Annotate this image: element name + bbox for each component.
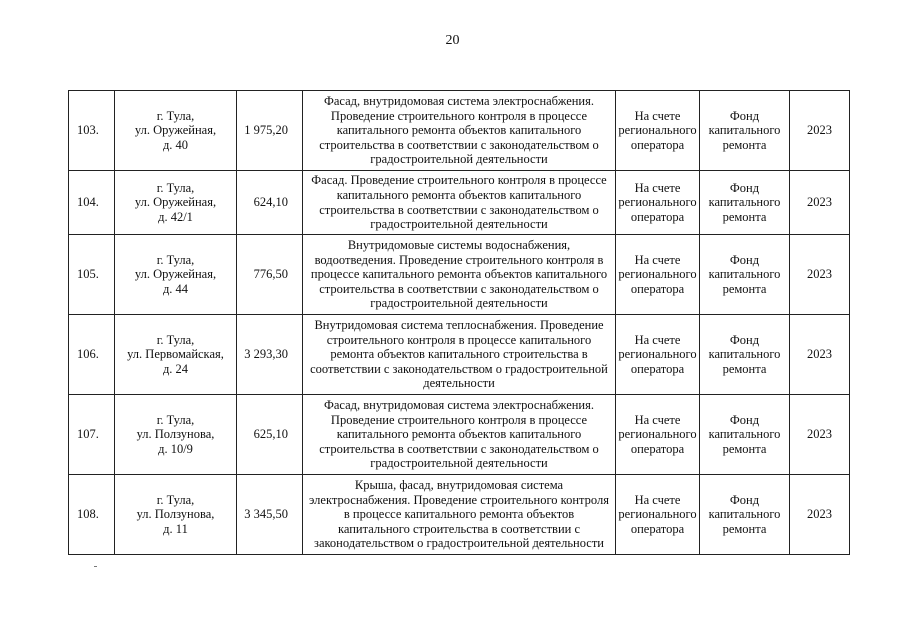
year-cell: 2023 xyxy=(790,171,850,235)
year-cell: 2023 xyxy=(790,475,850,555)
address-cell-line: д. 40 xyxy=(162,137,189,152)
account-cell xyxy=(616,475,700,555)
fund-cell-line: Фонд xyxy=(729,108,760,123)
works-cell-line: строительного контроля в процессе капитального xyxy=(326,332,592,347)
fund-cell-line: капитального xyxy=(708,427,781,442)
address-cell-line: д. 11 xyxy=(163,521,188,536)
works-cell-line: Внутридомовая система теплоснабжения. Проведение xyxy=(314,318,604,333)
works-cell-line: соответствии с законодательством о градостроительной xyxy=(310,361,608,376)
works-cell-line: градостроительной деятельности xyxy=(370,217,548,232)
address-cell-line: д. 44 xyxy=(162,281,189,296)
address-cell-line: г. Тула, xyxy=(156,412,195,427)
works-cell xyxy=(303,235,616,315)
works-cell-line: деятельности xyxy=(423,376,495,391)
address-cell-line: ул. Оружейная, xyxy=(134,123,217,138)
account-cell-line: оператора xyxy=(630,441,685,456)
table-row xyxy=(69,395,850,475)
account-cell xyxy=(616,91,700,171)
fund-cell-line: капитального xyxy=(708,195,781,210)
works-cell xyxy=(303,315,616,395)
row-number-cell: 107. xyxy=(69,395,115,475)
fund-cell xyxy=(700,315,790,395)
fund-cell-line: капитального xyxy=(708,267,781,282)
address-cell-line: ул. Оружейная, xyxy=(134,267,217,282)
address-cell xyxy=(115,235,237,315)
fund-cell-line: ремонта xyxy=(722,441,767,456)
fund-cell-line: ремонта xyxy=(722,361,767,376)
account-cell-line: регионального xyxy=(618,347,697,362)
account-cell-line: На счете xyxy=(634,108,681,123)
table-row xyxy=(69,235,850,315)
account-cell-line: На счете xyxy=(634,252,681,267)
works-cell-line: Проведение строительного контроля в процессе xyxy=(330,108,588,123)
fund-cell-line: Фонд xyxy=(729,412,760,427)
address-cell-line: г. Тула, xyxy=(156,108,195,123)
account-cell-line: регионального xyxy=(618,267,697,282)
works-cell-line: строительства в соответствии с законодательством о xyxy=(319,202,599,217)
fund-cell xyxy=(700,235,790,315)
account-cell-line: оператора xyxy=(630,281,685,296)
address-cell-line: д. 24 xyxy=(162,361,189,376)
table-row xyxy=(69,91,850,171)
fund-cell-line: ремонта xyxy=(722,281,767,296)
address-cell-line: г. Тула, xyxy=(156,252,195,267)
table-row xyxy=(69,171,850,235)
area-cell: 625,10 xyxy=(237,395,303,475)
address-cell xyxy=(115,315,237,395)
fund-cell xyxy=(700,475,790,555)
works-cell xyxy=(303,395,616,475)
address-cell xyxy=(115,171,237,235)
works-cell-line: капитального ремонта объектов капитального xyxy=(336,427,582,442)
works-cell-line: электроснабжения. Проведение строительного контроля xyxy=(309,492,609,507)
works-cell-line: капитального ремонта объектов капитального xyxy=(336,187,582,202)
row-number-cell: 106. xyxy=(69,315,115,395)
works-cell-line: градостроительной деятельности xyxy=(370,296,548,311)
row-number-cell: 105. xyxy=(69,235,115,315)
works-cell-line: Внутридомовые системы водоснабжения, xyxy=(347,238,571,253)
account-cell xyxy=(616,171,700,235)
works-cell-line: водоотведения. Проведение строительного контроля в xyxy=(314,252,604,267)
account-cell-line: На счете xyxy=(634,492,681,507)
works-cell-line: Фасад. Проведение строительного контроля в процессе xyxy=(311,173,607,188)
year-cell: 2023 xyxy=(790,315,850,395)
fund-cell-line: Фонд xyxy=(729,492,760,507)
works-cell-line: строительства в соответствии с законодательством о xyxy=(319,281,599,296)
works-cell-line: градостроительной деятельности xyxy=(370,456,548,471)
works-cell-line: в процессе капитального ремонта объектов xyxy=(343,507,575,522)
works-cell xyxy=(303,475,616,555)
address-cell-line: г. Тула, xyxy=(156,492,195,507)
address-cell-line: ул. Ползунова, xyxy=(136,427,215,442)
row-number-cell: 108. xyxy=(69,475,115,555)
works-cell-line: Фасад, внутридомовая система электроснабжения. xyxy=(323,398,595,413)
fund-cell xyxy=(700,171,790,235)
works-cell-line: Крыша, фасад, внутридомовая система xyxy=(354,478,564,493)
works-cell-line: строительства в соответствии с законодательством о xyxy=(319,441,599,456)
account-cell xyxy=(616,235,700,315)
fund-cell xyxy=(700,91,790,171)
fund-cell-line: ремонта xyxy=(722,521,767,536)
works-cell-line: капитального ремонта объектов капитального xyxy=(336,123,582,138)
fund-cell-line: Фонд xyxy=(729,180,760,195)
fund-cell-line: Фонд xyxy=(729,252,760,267)
works-cell-line: процессе капитального ремонта объектов капитального xyxy=(310,267,608,282)
address-cell-line: ул. Оружейная, xyxy=(134,195,217,210)
page-number: 20 xyxy=(445,33,460,48)
account-cell-line: На счете xyxy=(634,180,681,195)
address-cell xyxy=(115,91,237,171)
works-cell-line: Проведение строительного контроля в процессе xyxy=(330,412,588,427)
address-cell-line: г. Тула, xyxy=(156,332,195,347)
address-cell-line: ул. Ползунова, xyxy=(136,507,215,522)
row-number-cell: 104. xyxy=(69,171,115,235)
works-cell xyxy=(303,171,616,235)
table-body xyxy=(69,91,850,555)
works-cell-line: законодательством о градостроительной деятельности xyxy=(314,536,604,551)
fund-cell-line: ремонта xyxy=(722,209,767,224)
area-cell: 776,50 xyxy=(237,235,303,315)
account-cell-line: регионального xyxy=(618,195,697,210)
works-cell-line: Фасад, внутридомовая система электроснабжения. xyxy=(323,94,595,109)
table-row xyxy=(69,315,850,395)
year-cell: 2023 xyxy=(790,395,850,475)
address-cell-line: д. 42/1 xyxy=(158,209,193,224)
area-cell: 3 293,30 xyxy=(237,315,303,395)
address-cell-line: ул. Первомайская, xyxy=(127,347,224,362)
address-cell xyxy=(115,475,237,555)
fund-cell-line: капитального xyxy=(708,347,781,362)
account-cell-line: регионального xyxy=(618,507,697,522)
works-cell-line: ремонта объектов капитального строительства в xyxy=(330,347,588,362)
fund-cell xyxy=(700,395,790,475)
works-cell xyxy=(303,91,616,171)
area-cell: 624,10 xyxy=(237,171,303,235)
account-cell-line: регионального xyxy=(618,123,697,138)
year-cell: 2023 xyxy=(790,91,850,171)
fund-cell-line: капитального xyxy=(708,507,781,522)
scan-artifact xyxy=(94,566,97,567)
address-cell xyxy=(115,395,237,475)
account-cell-line: оператора xyxy=(630,209,685,224)
account-cell xyxy=(616,315,700,395)
table-row xyxy=(69,475,850,555)
year-cell: 2023 xyxy=(790,235,850,315)
account-cell-line: оператора xyxy=(630,137,685,152)
account-cell xyxy=(616,395,700,475)
account-cell-line: регионального xyxy=(618,427,697,442)
works-cell-line: капитального строительства в соответствии с xyxy=(337,521,581,536)
works-cell-line: строительства в соответствии с законодательством о xyxy=(319,137,599,152)
area-cell: 3 345,50 xyxy=(237,475,303,555)
repair-works-table xyxy=(68,90,850,555)
works-cell-line: градостроительной деятельности xyxy=(370,152,548,167)
account-cell-line: На счете xyxy=(634,332,681,347)
account-cell-line: На счете xyxy=(634,412,681,427)
address-cell-line: г. Тула, xyxy=(156,180,195,195)
row-number-cell: 103. xyxy=(69,91,115,171)
address-cell-line: д. 10/9 xyxy=(158,441,193,456)
account-cell-line: оператора xyxy=(630,361,685,376)
fund-cell-line: Фонд xyxy=(729,332,760,347)
account-cell-line: оператора xyxy=(630,521,685,536)
area-cell: 1 975,20 xyxy=(237,91,303,171)
fund-cell-line: капитального xyxy=(708,123,781,138)
fund-cell-line: ремонта xyxy=(722,137,767,152)
